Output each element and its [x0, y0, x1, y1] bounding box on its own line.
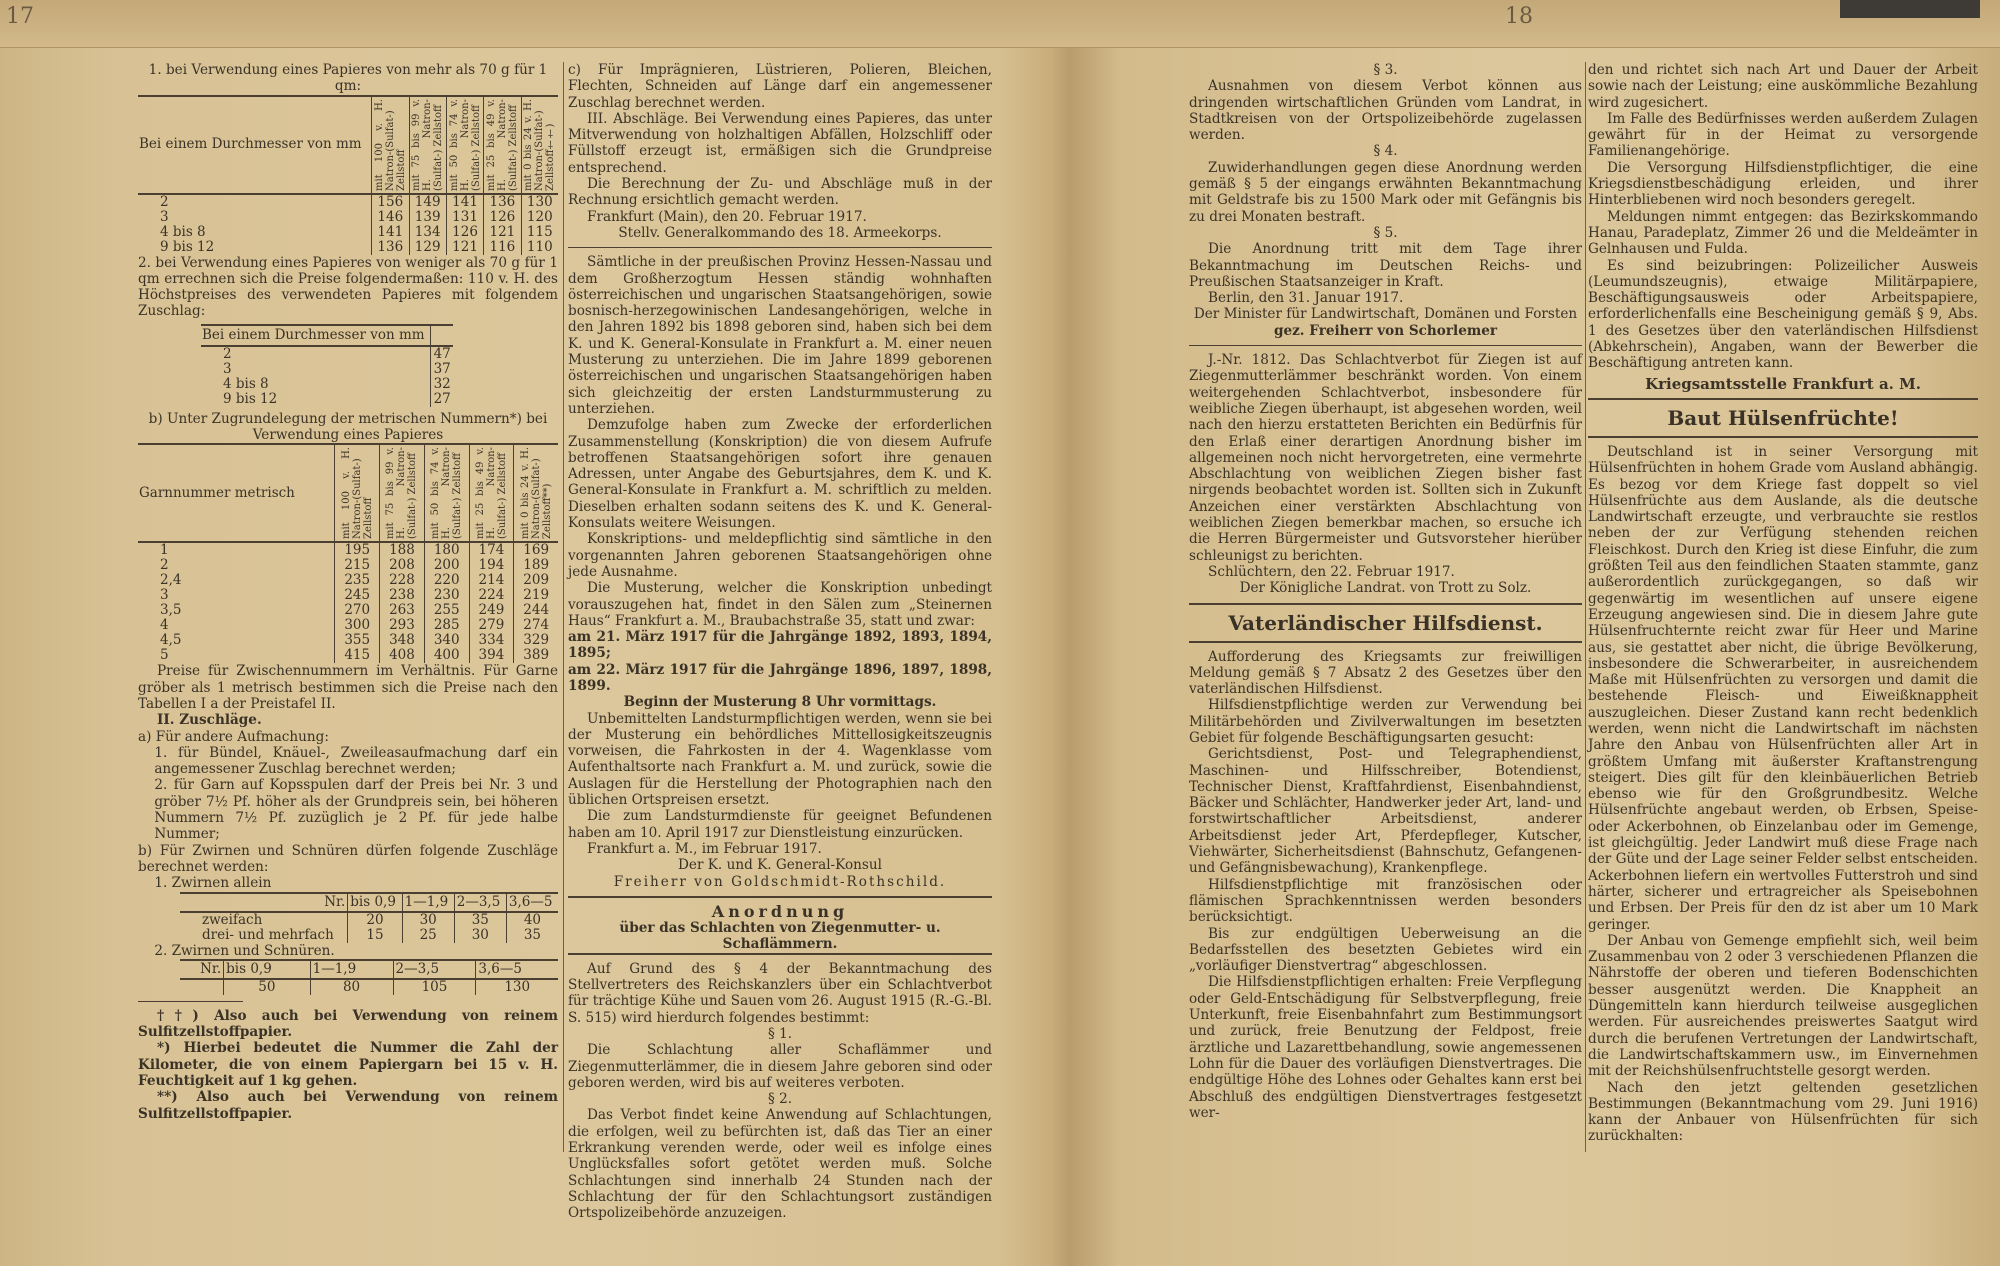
table-cell: 285	[424, 618, 469, 633]
table-cell: 340	[424, 633, 469, 648]
table-row	[180, 928, 558, 943]
header-grade: mit 75 bis 99 v. H. Natron-(Sulfat-) Zellstoff	[411, 98, 445, 191]
table-cell: 105	[393, 979, 476, 995]
paragraph: Die Versorgung Hilfsdienstpflichtiger, die eine Kriegsdienstbeschädigung erleiden, und ihrer Hinterbliebenen wird noch besonders geregelt.	[1588, 159, 1978, 209]
dateline: Berlin, den 31. Januar 1917.	[1208, 290, 1404, 307]
column-header: Nr.	[180, 960, 224, 979]
table-cell: 200	[424, 558, 469, 573]
table-cell: 25	[402, 928, 454, 943]
section-number: § 5.	[1373, 224, 1398, 241]
table-row	[138, 618, 558, 633]
header-grade: mit 25 bis 49 v. H. Natron-(Sulfat-) Zellstoff	[485, 98, 519, 191]
table-cell: 244	[514, 603, 558, 618]
table-row	[201, 392, 453, 407]
column-header: 1—1,9	[310, 960, 393, 979]
paragraph: 1. Zwirnen allein	[154, 875, 272, 892]
header-grade: mit 75 bis 99 v. H. Natron-(Sulfat-) Zellstoff	[385, 447, 419, 540]
row-label: 4,5	[160, 632, 182, 649]
table-cell: 15	[348, 928, 402, 943]
table-cell: 35	[506, 928, 558, 943]
divider	[138, 1001, 243, 1002]
paragraph: Im Falle des Bedürfnisses werden außerdem Zulagen gewährt für in der Heimat zu versorgende Familienangehörige.	[1588, 110, 1978, 160]
column-header: Nr.	[180, 893, 348, 912]
header-grade: mit 100 v. H. Natron-(Sulfat-) Zellstoff	[373, 98, 407, 191]
table3-intro: b) Unter Zugrundelegung der metrischen Nummern*) bei Verwendung eines Papieres	[148, 410, 548, 444]
table-cell: 230	[424, 588, 469, 603]
dateline: Frankfurt a. M., im Februar 1917.	[587, 840, 822, 857]
column-header: 2—3,5	[454, 893, 506, 912]
column-price-tables	[138, 62, 558, 1162]
header-diameter: Bei einem Durchmesser von mm	[202, 326, 425, 343]
table1-intro: 1. bei Verwendung eines Papieres von mehr als 70 g für 1 qm:	[148, 62, 548, 95]
row-label: 1	[160, 542, 169, 559]
column-announcements	[568, 62, 992, 1222]
table-row	[201, 377, 453, 392]
table-row	[138, 194, 558, 210]
paragraph: Die zum Landsturmdienste für geeignet Befundenen haben am 10. April 1917 zur Dienstleistung einzurücken.	[568, 808, 992, 841]
table-row	[138, 210, 558, 225]
paragraph: 2. für Garn auf Kopsspulen darf der Preis bei Nr. 3 und gröber 7½ Pf. höher als der Grundpreis sein, bei höheren Nummern 7½ Pf. zuzüglich je 2 Pf. für jede halbe Nummer;	[154, 777, 558, 843]
signature: Der Minister für Landwirtschaft, Domänen und Forsten	[1193, 306, 1578, 323]
column-rule	[1585, 62, 1586, 1152]
paragraph: Meldungen nimmt entgegen: das Bezirkskommando Hanau, Paradeplatz, Zimmer 26 und die Meldeämter in Gelnhausen und Fulda.	[1588, 208, 1978, 258]
page-number-right: 18	[1505, 4, 1533, 29]
row-label: 4	[160, 617, 169, 634]
section-number: § 2.	[767, 1091, 793, 1108]
table-cell: 129	[409, 240, 446, 255]
table-cell: 293	[380, 618, 425, 633]
signature: gez. Freiherr von Schorlemer	[1273, 322, 1498, 339]
table-cell: 208	[380, 558, 425, 573]
row-label: drei- und mehrfach	[202, 926, 334, 943]
paragraph: Zuwiderhandlungen gegen diese Anordnung werden gemäß § 5 der eingangs erwähnten Bekanntmachung mit Geldstrafe bis zu 1500 Mark oder mit Gefängnis bis zu drei Monaten bestraft.	[1189, 159, 1582, 225]
ordinance-title: Anordnung	[711, 901, 849, 921]
table-cell: 141	[446, 194, 483, 210]
paragraph: Hilfsdienstpflichtige mit französischen oder flämischen Sprachkenntnissen werden besonders berücksichtigt.	[1189, 876, 1582, 926]
table-row	[138, 603, 558, 618]
adjacent-page-strip	[0, 0, 2000, 48]
paragraph: Die Berechnung der Zu- und Abschläge muß in der Rechnung ersichtlich gemacht werden.	[568, 176, 992, 209]
paragraph: Ausnahmen von diesem Verbot können aus dringenden wirtschaftlichen Gründen vom Landrat, in Stadtkreisen von der Ortspolizeibehörde zugelassen werden.	[1189, 78, 1582, 144]
row-label: 2,4	[160, 572, 182, 589]
table-cell: 235	[335, 573, 380, 588]
table-cell: 215	[335, 558, 380, 573]
paragraph: Die Anordnung tritt mit dem Tage ihrer Bekanntmachung im Deutschen Reichs- und Preußischen Staatsanzeiger in Kraft.	[1189, 241, 1582, 290]
table2-intro: 2. bei Verwendung eines Papieres von weniger als 70 g für 1 qm errechnen sich die Preise folgendermaßen: 110 v. H. des Höchstpreises des verwendeten Papieres mit folgendem Zuschlag:	[138, 254, 558, 320]
table-cell: 20	[348, 912, 402, 928]
table-cell: 121	[446, 240, 483, 255]
table-cell: 228	[380, 573, 425, 588]
twisting-cording-table	[180, 959, 558, 995]
table-cell: 131	[446, 210, 483, 225]
date-entry: am 21. März 1917 für die Jahrgänge 1892, 1893, 1894, 1895;	[568, 629, 992, 662]
footnote: *) Hierbei bedeutet die Nummer die Zahl der Kilometer, die von einem Papiergarn bei 15 v. H. Feuchtigkeit auf 1 kg gehen.	[138, 1040, 558, 1090]
table-cell: 238	[380, 588, 425, 603]
paragraph: Unbemittelten Landsturmpflichtigen werden, wenn sie bei der Musterung ein behördliches Mittellosigkeitszeugnis vorweisen, die Fahrkosten in der 4. Wagenklasse vom Aufenthaltsorte nach Frankfurt a. M. und zurück, sowie die Auslagen für die Herstellung der Photographien nach den üblichen Ortspreisen ersetzt.	[568, 710, 992, 809]
table-cell: 149	[409, 194, 446, 210]
row-label: 3,5	[160, 602, 182, 619]
paragraph: a) Für andere Aufmachung:	[138, 728, 329, 745]
table-row	[138, 588, 558, 603]
signature: Stellv. Generalkommando des 18. Armeekorps.	[618, 224, 942, 241]
table-cell: 146	[372, 210, 409, 225]
paragraph: 2. Zwirnen und Schnüren.	[154, 942, 335, 959]
paragraph: Nach den jetzt geltenden gesetzlichen Bestimmungen (Bekanntmachung vom 29. Juni 1916) kann der Anbauer von Hülsenfrüchten für sich zurückhalten:	[1588, 1079, 1978, 1145]
table-cell: 121	[484, 225, 521, 240]
table-cell: 219	[514, 588, 558, 603]
dateline: Frankfurt (Main), den 20. Februar 1917.	[587, 208, 867, 225]
table-cell: 141	[372, 225, 409, 240]
table-cell: 169	[514, 542, 558, 558]
table-cell: 37	[431, 362, 453, 377]
row-label: 2	[223, 345, 232, 362]
table-row	[138, 225, 558, 240]
paragraph: Das Verbot findet keine Anwendung auf Schlachtungen, die erfolgen, weil zu befürchten ist, daß das Tier an einer Erkrankung verenden werde, oder weil es infolge eines Unglücksfalles sofort getötet werden muß. Solche Schlachtungen sind innerhalb 24 Stunden nach der Schlachtung der für den Schlachtungsort zuständigen Ortspolizeibehörde anzuzeigen.	[568, 1107, 992, 1222]
paragraph: Sämtliche in der preußischen Provinz Hessen-Nassau und dem Großherzogtum Hessen ständig wohnhaften österreichischen und ungarischen Staatsangehörigen, sowie bosnisch-herzegowinischen Landesangehörigen, welche in den Jahren 1892 bis 1898 geboren sind, haben sich bei dem K. und K. General-Konsulate in Frankfurt a. M. einer neuen Musterung zu unterziehen. Die im Jahre 1899 geborenen österreichischen und ungarischen Staatsangehörigen haben sich gleichzeitig der ersten Landsturmmusterung zu unterziehen.	[568, 254, 992, 417]
table-cell: 47	[431, 346, 453, 362]
section-number: § 3.	[1373, 62, 1398, 78]
section-number: § 1.	[767, 1025, 793, 1042]
table-cell: 130	[521, 194, 558, 210]
header-grade: mit 50 bis 74 v. H. Natron-(Sulfat-) Zellstoff	[448, 98, 482, 191]
signature: Der Königliche Landrat. von Trott zu Solz.	[1239, 580, 1532, 597]
column-header: bis 0,9	[348, 893, 402, 912]
table-cell: 115	[521, 225, 558, 240]
paragraph: b) Für Zwirnen und Schnüren dürfen folgende Zuschläge berechnet werden:	[138, 842, 558, 875]
table-cell: 189	[514, 558, 558, 573]
paragraph: Es sind beizubringen: Polizeilicher Ausweis (Leumundszeugnis), etwaige Militärpapiere, Beschäftigungsausweis oder Arbeitspapiere, erforderlichenfalls eine Bescheinigung gemäß § 9, Abs. 1 des Gesetzes über den vaterländischen Hilfsdienst (Abkehrschein), Angaben, wann der Bewerber die Beschäftigung antreten kann.	[1588, 257, 1978, 372]
row-label: 2	[160, 557, 169, 574]
row-label: 9 bis 12	[160, 238, 215, 255]
table-cell: 220	[424, 573, 469, 588]
paragraph: Die Schlachtung aller Schaflämmer und Ziegenmutterlämmer, die in diesem Jahre geboren sind oder geboren werden, wird bis auf weiteres verboten.	[568, 1042, 992, 1091]
divider	[1189, 345, 1582, 346]
row-label: 9 bis 12	[223, 390, 278, 407]
table-cell: 27	[431, 392, 453, 407]
row-label: 4 bis 8	[160, 223, 206, 240]
header-yarn-number: Garnnummer metrisch	[139, 484, 295, 501]
section-title: Vaterländischer Hilfsdienst.	[1228, 610, 1543, 635]
table-cell: 126	[446, 225, 483, 240]
paragraph: Preise für Zwischennummern im Verhältnis. Für Garne gröber als 1 metrisch bestimmen sich die Preise nach den Tabellen I a der Preistafel II.	[138, 663, 558, 712]
table-cell: 245	[335, 588, 380, 603]
signature: Kriegsamtsstelle Frankfurt a. M.	[1645, 374, 1921, 393]
table-cell: 415	[335, 648, 380, 663]
table-cell: 408	[380, 648, 425, 663]
paragraph: Der Anbau von Gemenge empfiehlt sich, weil beim Zusammenbau von 2 oder 3 verschiedenen Pflanzen die Nährstoffe der oberen und tieferen Bodenschichten besser ausgenützt werden. Die Knappheit an Düngemitteln kann hierdurch teilweise ausgeglichen werden. Für ausreichendes preiswertes Saatgut wird durch die berufenen Vertretungen der Landwirtschaft, die Landwirtschaftskammern usw., im Einvernehmen mit der Reichshülsenfruchtstelle gesorgt werden.	[1588, 932, 1978, 1080]
table-cell: 126	[484, 210, 521, 225]
paragraph: Bis zur endgültigen Ueberweisung an die Bedarfsstellen des besetzten Gebietes wird ein „vorläufiger Dienstvertrag“ abgeschlossen.	[1189, 925, 1582, 975]
table-cell: 116	[484, 240, 521, 255]
row-label: 4 bis 8	[223, 375, 269, 392]
table-cell: 30	[454, 928, 506, 943]
table-row	[138, 573, 558, 588]
date-entry: am 22. März 1917 für die Jahrgänge 1896, 1897, 1898, 1899.	[568, 661, 992, 694]
table-cell: 136	[372, 240, 409, 255]
header-grade: mit 50 bis 74 v. H. Natron-(Sulfat-) Zellstoff	[430, 447, 464, 540]
table-cell: 30	[402, 912, 454, 928]
section-title: Baut Hülsenfrüchte!	[1667, 405, 1899, 430]
table-cell: 156	[372, 194, 409, 210]
signature: Der K. und K. General-Konsul	[678, 857, 882, 874]
paragraph: Beginn der Musterung 8 Uhr vormittags.	[623, 694, 937, 711]
table-cell: 110	[521, 240, 558, 255]
table-row	[180, 912, 558, 928]
table-cell: 274	[514, 618, 558, 633]
table-cell: 120	[521, 210, 558, 225]
table-cell: 209	[514, 573, 558, 588]
table-cell: 214	[469, 573, 514, 588]
dateline: Schlüchtern, den 22. Februar 1917.	[1208, 563, 1455, 580]
dark-block	[1840, 0, 1980, 18]
row-label: 5	[160, 647, 169, 664]
table-cell: 270	[335, 603, 380, 618]
paragraph: Die Hilfsdienstpflichtigen erhalten: Freie Verpflegung oder Geld-Entschädigung für Selbstverpflegung, freie Unterkunft, freie Eisenbahnfahrt zum Bestimmungsort und zurück, freie Benutzung der Feldpost, freie ärztliche und Lazarettbehandlung, sowie angemessenen Lohn für die Dauer des vorläufigen Dienstvertrages. Die endgültige Höhe des Lohnes oder Gehaltes kann erst bei Abschluß des endgültigen Dienstvertrages festgesetzt wer-	[1189, 974, 1582, 1121]
paragraph: J.-Nr. 1812. Das Schlachtverbot für Ziegen ist auf Ziegenmutterlämmer beschränkt worden. Von einem weitergehenden Schlachtverbot, insbesondere für weibliche Ziegen überhaupt, ist abgesehen worden, weil nach den hierzu erstatteten Berichten ein Bedürfnis für den Erlaß einer derartigen Anordnung bisher im allgemeinen noch nicht hervorgetreten, eine vermehrte Abschlachtung von weiblichen Ziegen bisher fast nirgends beobachtet worden ist. Sollten sich in Zukunft Anzeichen einer verstärkten Abschlachtung von weiblichen Ziegen bemerkbar machen, so ersuche ich die Herren Bürgermeister und Gutsvorsteher hierüber schleunigst zu berichten.	[1189, 352, 1582, 564]
column-header: bis 0,9	[224, 960, 310, 979]
table-cell: 194	[469, 558, 514, 573]
table-cell: 389	[514, 648, 558, 663]
price-table-over-70g	[138, 95, 558, 255]
page-number-left: 17	[6, 4, 34, 29]
table-row	[138, 240, 558, 255]
table-cell: 180	[424, 542, 469, 558]
table-cell: 348	[380, 633, 425, 648]
table-row	[201, 346, 453, 362]
paragraph: III. Abschläge. Bei Verwendung eines Papieres, das unter Mitverwendung von holzhaltigen Abfällen, Holzschliff oder Füllstoff erzeugt ist, ermäßigen sich die Grundpreise entsprechend.	[568, 110, 992, 176]
table-cell: 80	[310, 979, 393, 995]
signature: Freiherr von Goldschmidt-Rothschild.	[613, 873, 947, 890]
footnote: **) Also auch bei Verwendung von reinem Sulfitzellstoffpapier.	[138, 1089, 558, 1122]
table-cell: 174	[469, 542, 514, 558]
table-cell: 355	[335, 633, 380, 648]
table-cell: 130	[476, 979, 558, 995]
table-cell: 255	[424, 603, 469, 618]
twisting-surcharge-table	[180, 892, 558, 943]
paragraph: Die Musterung, welcher die Konskription unbedingt vorauszugehen hat, findet in den Sälen zum „Steinernen Haus“ Frankfurt a. M., Braubachstraße 35, statt und zwar:	[568, 580, 992, 629]
table-row	[138, 633, 558, 648]
paragraph: Gerichtsdienst, Post- und Telegraphendienst, Maschinen- und Hilfsschreiber, Botendienst, Technischer Dienst, Kraftfahrdienst, Eisenbahndienst, Bäcker und Schlächter, Handwerker jeder Art, land- und forstwirtschaftlicher Arbeitsdienst, anderer Arbeitsdienst jeder Art, Pferdepfleger, Kutscher, Viehwärter, Sicherheitsdienst (Bahnschutz, Gefangenen- und Gefängnisbewachung), Krankenpflege.	[1189, 746, 1582, 877]
table-cell: 400	[424, 648, 469, 663]
divider	[568, 247, 992, 248]
ordinance-box	[568, 896, 992, 955]
paragraph: den und richtet sich nach Art und Dauer der Arbeit sowie nach der Leistung; eine auskömmliche Bezahlung wird zugesichert.	[1588, 62, 1978, 111]
price-table-metric	[138, 443, 558, 663]
section-heading: II. Zuschläge.	[157, 712, 262, 729]
table-row	[201, 362, 453, 377]
header-grade: mit 0 bis 24 v. H. Natron-(Sulfat-) Zellstoff**)	[519, 447, 553, 540]
heading-box	[1189, 603, 1582, 643]
column-rule	[563, 62, 564, 1152]
ordinance-subtitle: über das Schlachten von Ziegenmutter- u. Schaflämmern.	[619, 920, 941, 953]
table-cell: 139	[409, 210, 446, 225]
table-row	[138, 542, 558, 558]
row-label: 3	[160, 587, 169, 604]
table-cell: 188	[380, 542, 425, 558]
footnote: ††) Also auch bei Verwendung von reinem Sulfitzellstoffpapier.	[138, 1007, 558, 1041]
table-cell: 300	[335, 618, 380, 633]
column-header: 2—3,5	[393, 960, 476, 979]
column-header: 3,6—5	[506, 893, 558, 912]
table-cell: 279	[469, 618, 514, 633]
header-grade: mit 100 v. H. Natron-(Sulfat-) Zellstoff	[340, 447, 374, 540]
table-cell: 224	[469, 588, 514, 603]
row-label: 3	[160, 208, 169, 225]
column-header: 1—1,9	[402, 893, 454, 912]
paragraph: Auf Grund des § 4 der Bekanntmachung des Stellvertreters des Reichskanzlers über ein Schlachtverbot für trächtige Kühe und Sauen vom 26. August 1915 (R.-G.-Bl. S. 515) wird hierdurch folgendes bestimmt:	[568, 960, 992, 1026]
paragraph: Konskriptions- und meldepflichtig sind sämtliche in den vorgenannten Jahren geborenen Staatsangehörigen ohne jede Ausnahme.	[568, 531, 992, 580]
table-row	[138, 558, 558, 573]
table-cell: 50	[224, 979, 310, 995]
row-label: 2	[160, 193, 169, 210]
header-grade: mit 25 bis 49 v. H. Natron-(Sulfat-) Zellstoff	[474, 447, 508, 540]
column-header: 3,6—5	[476, 960, 558, 979]
heading-box	[1588, 398, 1978, 438]
paragraph: Demzufolge haben zum Zwecke der erforderlichen Zusammenstellung (Konskription) die von diesem Aufrufe betroffenen Staatsangehörigen sofort ihre genauen Adressen, unter Angabe des Geburtsjahres, dem K. und K. General-Konsulate in Frankfurt a. M. schriftlich zu melden. Dieselben erhalten sodann seitens des K. und K. General-Konsulats weitere Weisungen.	[568, 417, 992, 532]
header-diameter: Bei einem Durchmesser von mm	[139, 136, 362, 153]
header-grade: mit 0 bis 24 v. H. Natron-(Sulfat-) Zellstoff††)	[523, 98, 557, 191]
section-number: § 4.	[1373, 143, 1398, 160]
table-cell: 334	[469, 633, 514, 648]
paragraph: c) Für Imprägnieren, Lüstrieren, Polieren, Bleichen, Flechten, Schneiden auf Länge darf ein angemessener Zuschlag berechnet werden.	[568, 62, 992, 111]
table-cell: 329	[514, 633, 558, 648]
table-cell: 40	[506, 912, 558, 928]
row-label: 3	[223, 360, 232, 377]
paragraph: Aufforderung des Kriegsamts zur freiwilligen Meldung gemäß § 7 Absatz 2 des Gesetzes über den vaterländischen Hilfsdienst.	[1189, 648, 1582, 698]
table-cell: 134	[409, 225, 446, 240]
table-cell: 32	[431, 377, 453, 392]
table-cell: 394	[469, 648, 514, 663]
surcharge-table-under-70g	[201, 324, 453, 407]
paragraph: Deutschland ist in seiner Versorgung mit Hülsenfrüchten in hohem Grade vom Ausland abhängig. Es bezog vor dem Kriege fast doppelt so viel Hülsenfrüchte aus dem Auslande, als die deutsche Landwirtschaft erzeugte, und verbrauchte sie restlos neben der zur Verfügung stehenden reichen Fleischkost. Durch den Krieg ist diese Einfuhr, die zum größten Teil aus den feindlichen Staaten stammte, ganz außerordentlich zurückgegangen, so daß wir gegenwärtig im wesentlichen auf unsere eigene Erzeugung angewiesen sind. Die in diesem Jahre gute Hülsenfruchternte reicht zwar für Heer und Marine aus, sie gestattet aber nicht, die übrige Bevölkerung, insbesondere die Schwerarbeiter, in ausreichendem Maße mit Hülsenfrüchten zu versorgen und damit die bestehende Fleisch- und Eiweißknappheit auszugleichen. Dieser Zustand kann recht bedenklich werden, wenn nicht die Landwirtschaft im nächsten Jahre den Anbau von Hülsenfrüchten aller Art in größtem Umfang mit äußerster Kraftanstrengung steigert. Dies gilt für den kleinbäuerlichen Betrieb ebenso wie für den Großgrundbesitz. Welche Hülsenfrüchte angebaut werden, ob Erbsen, Speise- oder Ackerbohnen, ob Einzelanbau oder im Gemenge, ist gleichgültig. Jeder Landwirt muß diese Frage nach der Güte und der Lage seiner Felder selbst entscheiden. Ackerbohnen liefern ein wertvolles Futterstroh und sind härter, sicherer und ertragreicher als Speisebohnen und Erbsen. Der Preis für den dz ist aber um 10 Mark geringer.	[1588, 443, 1978, 933]
paragraph: 1. für Bündel, Knäuel-, Zweileasaufmachung darf ein angemessener Zuschlag berechnet werden;	[154, 744, 558, 778]
table-cell: 35	[454, 912, 506, 928]
table-cell: 263	[380, 603, 425, 618]
table-cell: 136	[484, 194, 521, 210]
paragraph: Hilfsdienstpflichtige werden zur Verwendung bei Militärbehörden und Zivilverwaltungen im besetzten Gebiet für folgende Beschäftigungsarten gesucht:	[1189, 697, 1582, 746]
row-label: zweifach	[202, 911, 263, 928]
column-ordinances	[1189, 62, 1582, 1162]
column-hilfsdienst-huelsenfruechte	[1588, 62, 1978, 1162]
table-cell: 249	[469, 603, 514, 618]
table-row	[138, 648, 558, 663]
table-cell: 195	[335, 542, 380, 558]
